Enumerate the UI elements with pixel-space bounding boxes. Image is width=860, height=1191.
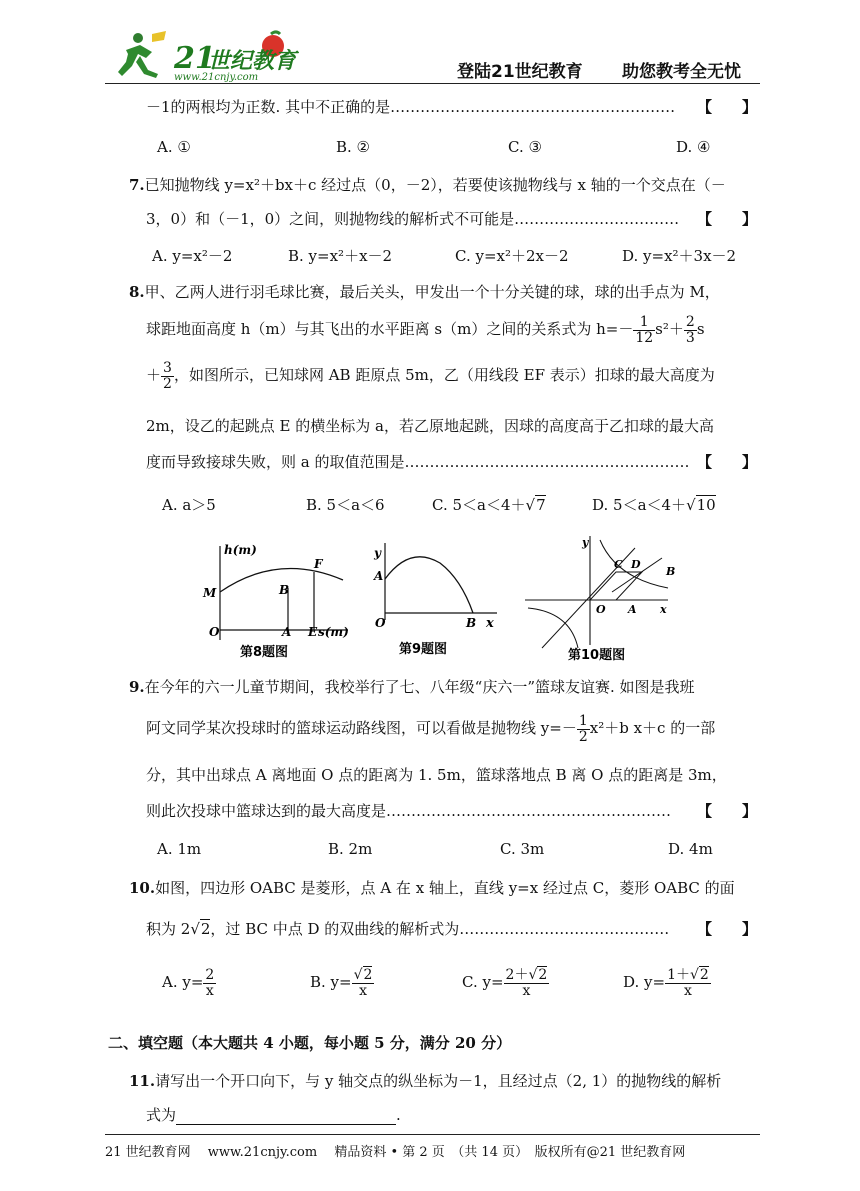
q9-option-b: B. 2m	[328, 840, 373, 858]
fig8-label-s: s(m)	[318, 625, 349, 639]
q8-text-1: 甲、乙两人进行羽毛球比赛，最后关头，甲发出一个十分关键的球，球的出手点为 M，	[144, 283, 720, 301]
q10-line-1	[129, 877, 735, 898]
q9-option-d: D. 4m	[668, 840, 713, 858]
fig10-label-o: O	[596, 603, 606, 616]
q8-text-2a: 球距地面高度 h（m）与其飞出的水平距离 s（m）之间的关系式为 h=－	[146, 320, 634, 339]
q8-line-2	[146, 315, 705, 345]
q7-option-a: A. y=x²－2	[152, 247, 233, 265]
q8-text-3a: ＋	[146, 366, 162, 385]
q9-line-1	[129, 676, 695, 697]
q11-line-1	[129, 1070, 721, 1091]
logo-graphic	[108, 28, 308, 83]
q6-option-d: D. ④	[676, 138, 711, 156]
fig9-caption: 第9题图	[399, 642, 448, 657]
header-slogan-left: 登陆21世纪教育	[457, 62, 583, 82]
fig8-label-a: A	[282, 625, 292, 639]
q6-line: －1的两根均为正数. 其中不正确的是…………………………………………………	[146, 98, 676, 116]
fig10-label-b: B	[666, 565, 676, 578]
header-slogan-right: 助您教考全无忧	[622, 62, 741, 82]
q7-text-1: 已知抛物线 y=x²＋bx＋c 经过点（0，－2），若要使该抛物线与 x 轴的一个交点在（－	[144, 176, 726, 194]
q10-text-1: 如图，四边形 OABC 是菱形，点 A 在 x 轴上，直线 y=x 经过点 C，菱形 OABC 的面	[155, 879, 735, 897]
q8-text-2c: s	[696, 320, 705, 339]
q9-answer-bracket: 【 】	[697, 802, 758, 820]
section-2-title: 二、填空题（本大题共 4 小题，每小题 5 分，满分 20 分）	[108, 1034, 512, 1052]
q11-text-2: 式为	[146, 1106, 177, 1124]
q8-line-1	[129, 281, 720, 302]
q9-number: 9.	[129, 678, 145, 696]
figure-9	[365, 535, 505, 665]
q8-option-b: B. 5＜a＜6	[306, 496, 385, 514]
q11-line-2: 式为 .	[146, 1106, 401, 1124]
q7-option-b: B. y=x²＋x－2	[288, 247, 393, 265]
q8-option-d: D. 5＜a＜4＋√10	[592, 496, 716, 514]
q7-option-c: C. y=x²＋2x－2	[455, 247, 569, 265]
fig8-label-f: F	[314, 557, 323, 571]
fig9-label-a: A	[374, 569, 384, 583]
footer-divider	[105, 1134, 760, 1135]
q7-number: 7.	[129, 176, 145, 194]
q8-option-c: C. 5＜a＜4＋√7	[432, 496, 546, 514]
fig9-label-o: O	[375, 616, 386, 630]
q11-text-1: 请写出一个开口向下，与 y 轴交点的纵坐标为－1，且经过点（2, 1）的抛物线的解析	[155, 1072, 722, 1090]
q9-text-1: 在今年的六一儿童节期间，我校举行了七、八年级“庆六一”篮球友谊赛. 如图是我班	[144, 678, 695, 696]
q10-option-a: A. y= $\frac{2}{x}$	[162, 967, 215, 999]
q6-option-c: C. ③	[508, 138, 542, 156]
q11-number: 11.	[129, 1072, 156, 1090]
fig10-label-y: y	[582, 536, 589, 549]
q8-fraction-3: $\frac{3}{2}$	[163, 360, 172, 392]
q10-option-c: C. y= $\frac{2+√2}{x}$	[462, 967, 548, 999]
q6-option-a: A. ①	[157, 138, 191, 156]
q10-number: 10.	[129, 879, 156, 897]
fig8-label-m: M	[203, 586, 217, 600]
q10-option-b: B. y= $\frac{√2}{x}$	[310, 967, 373, 999]
q8-answer-bracket: 【 】	[697, 453, 758, 471]
q10-text-2b: ，过 BC 中点 D 的双曲线的解析式为……………………………………	[210, 920, 670, 938]
q9-option-c: C. 3m	[500, 840, 545, 858]
q7-option-d: D. y=x²＋3x－2	[622, 247, 737, 265]
q8-line-5: 度而导致接球失败，则 a 的取值范围是…………………………………………………	[146, 453, 690, 471]
figure-10	[520, 530, 680, 665]
q8-text-2b: s²＋	[655, 320, 684, 339]
q6-answer-bracket: 【 】	[697, 98, 758, 116]
page-footer: 21 世纪教育网 www.21cnjy.com 精品资料 • 第 2 页 （共 14 页） 版权所有@21 世纪教育网	[105, 1145, 686, 1160]
logo-url: www.21cnjy.com	[174, 72, 259, 83]
q8-number: 8.	[129, 283, 145, 301]
fig8-label-h: h(m)	[224, 543, 257, 557]
sqrt-symbol: √	[525, 496, 536, 514]
site-logo	[108, 28, 308, 83]
q9-fraction: $\frac{1}{2}$	[578, 713, 588, 745]
q9-line-4: 则此次投球中篮球达到的最大高度是…………………………………………………	[146, 802, 672, 820]
q10-answer-bracket: 【 】	[697, 920, 758, 938]
q7-line-2: 3，0）和（－1，0）之间，则抛物线的解析式不可能是……………………………	[146, 210, 680, 228]
fig9-label-x: x	[486, 616, 494, 631]
header-divider	[105, 83, 760, 84]
q8-fraction-1: $\frac{1}{12}$	[635, 314, 654, 346]
q8-text-3b: ，如图所示，已知球网 AB 距原点 5m，乙（用线段 EF 表示）扣球的最大高度为	[173, 366, 715, 385]
fig10-label-a: A	[628, 603, 637, 616]
q9-text-2a: 阿文同学某次投球时的篮球运动路线图，可以看做是抛物线 y=－	[146, 719, 577, 738]
fig8-label-b: B	[279, 583, 290, 597]
fig10-label-x: x	[660, 603, 667, 616]
q6-option-b: B. ②	[336, 138, 371, 156]
q9-option-a: A. 1m	[157, 840, 202, 858]
logo-text: 世纪教育	[208, 48, 297, 74]
q10-radicand: 2	[200, 920, 211, 938]
fig8-label-e: E	[308, 625, 318, 639]
q7-answer-bracket: 【 】	[697, 210, 758, 228]
q9-line-3: 分，其中出球点 A 离地面 O 点的距离为 1. 5m，篮球落地点 B 离 O 点的距离是 3m，	[146, 766, 727, 784]
q8-option-a: A. a＞5	[162, 496, 216, 514]
fig8-label-o: O	[209, 625, 220, 639]
fig10-label-c: C	[614, 558, 623, 571]
logo-number: 21	[174, 41, 216, 76]
q11-answer-blank[interactable]	[176, 1110, 396, 1125]
q9-text-2b: x²＋b x＋c 的一部	[589, 719, 716, 738]
sqrt-symbol: √	[190, 920, 200, 938]
sqrt-symbol: √	[686, 496, 696, 514]
q8-fraction-2: $\frac{2}{3}$	[685, 314, 695, 346]
q10-line-2	[146, 918, 669, 939]
fig10-label-d: D	[631, 558, 641, 571]
figure-8	[198, 540, 356, 665]
q8-line-4: 2m，设乙的起跳点 E 的横坐标为 a，若乙原地起跳，因球的高度高于乙扣球的最大高	[146, 417, 714, 435]
q10-text-2a: 积为 2	[146, 920, 191, 938]
q9-line-2	[146, 714, 715, 744]
fig9-label-b: B	[466, 616, 477, 630]
fig8-caption: 第8题图	[240, 645, 289, 660]
q8-line-3	[146, 361, 715, 391]
q7-line-1	[129, 174, 726, 195]
fig10-caption: 第10题图	[568, 648, 626, 663]
fig9-label-y: y	[374, 546, 381, 560]
q10-option-d: D. y= $\frac{1+√2}{x}$	[623, 967, 709, 999]
